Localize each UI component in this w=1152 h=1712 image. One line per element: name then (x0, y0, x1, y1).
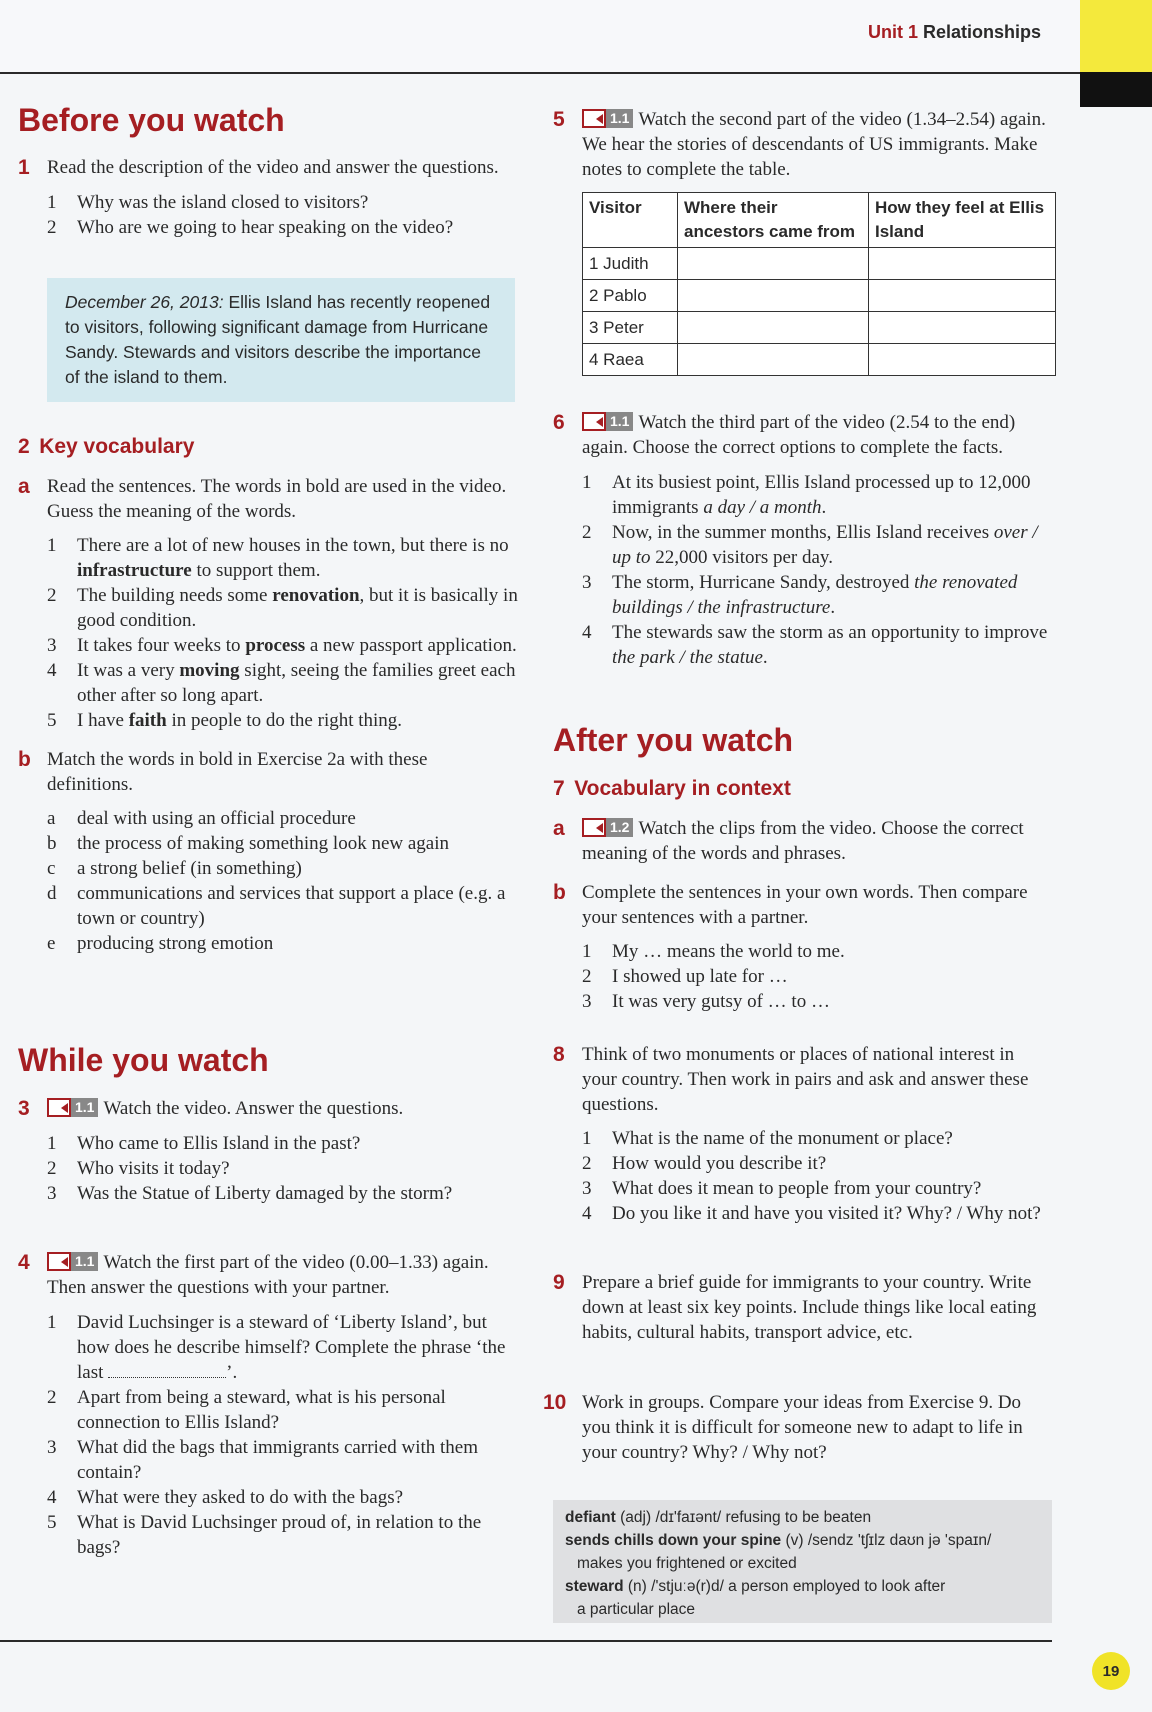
list-item: 2 Who visits it today? (47, 1158, 230, 1179)
table-cell-input[interactable] (869, 248, 1056, 280)
list-item: 4 The stewards saw the storm as an opportunity to improve the park / the statue. (582, 622, 1048, 668)
list-item: 3 What did the bags that immigrants carried with them contain? (47, 1437, 479, 1483)
list-item: e producing strong emotion (47, 933, 274, 954)
exercise-number: 8 (553, 1043, 565, 1066)
exercise-instruction: Prepare a brief guide for immigrants to your country. Write down at least six key points. Include things like local eating habits, cultural habits, transport advice, etc. (582, 1272, 1037, 1343)
exercise-3 (18, 1096, 518, 1206)
list-item: 4 What were they asked to do with the bags? (47, 1487, 404, 1508)
page-number: 19 (1092, 1652, 1130, 1690)
list-item: 2 I showed up late for … (582, 966, 788, 987)
unit-title: Relationships (923, 22, 1042, 42)
unit-header (868, 22, 1041, 43)
option-choice[interactable]: the renovated buildings / the infrastructure (612, 572, 1018, 618)
list-item: 3 It was very gutsy of … to … (582, 991, 830, 1012)
vocabulary-in-context-title: Vocabulary in context (574, 777, 791, 800)
list-item: 1 My … means the world to me. (582, 941, 845, 962)
table-cell-input[interactable] (678, 312, 869, 344)
video-clip-icon: 1.2 (582, 818, 633, 837)
glossary-entry: defiant (adj) /dɪ'faɪənt/ refusing to be beaten (565, 1509, 872, 1526)
list-item: 3 Was the Statue of Liberty damaged by the storm? (47, 1183, 453, 1204)
exercise-2 (18, 434, 518, 956)
part-letter: b (553, 881, 566, 904)
while-you-watch-heading: While you watch (18, 1042, 269, 1078)
table-cell-input[interactable] (869, 344, 1056, 376)
table-cell-input[interactable] (678, 344, 869, 376)
exercise-9 (553, 1270, 1048, 1345)
exercise-instruction: Watch the second part of the video (1.34–2.54) again. We hear the stories of descendants of US immigrants. Make notes to complete the table. (582, 109, 1046, 180)
exercise-number: 10 (543, 1391, 567, 1414)
list-item: 2 Apart from being a steward, what is his personal connection to Ellis Island? (47, 1387, 446, 1433)
list-item: 3 The storm, Hurricane Sandy, destroyed the renovated buildings / the infrastructure. (582, 572, 1018, 618)
part-letter: a (553, 817, 565, 840)
unit-label: Unit 1 (868, 22, 919, 42)
exercise-instruction: Watch the third part of the video (2.54 to the end) again. Choose the correct options to complete the facts. (582, 412, 1016, 458)
list-item: c a strong belief (in something) (47, 858, 302, 879)
list-item: 3 It takes four weeks to process a new passport application. (47, 635, 517, 656)
header-yellow-block (1080, 0, 1152, 72)
exercise-7 (553, 776, 1048, 1014)
exercise-10 (543, 1390, 1048, 1465)
table-cell-input[interactable] (869, 280, 1056, 312)
exercise-number: 2 (18, 435, 30, 458)
table-cell-input[interactable] (678, 280, 869, 312)
video-description-box (47, 278, 515, 402)
exercise-number: 7 (553, 777, 565, 800)
list-item: b the process of making something look new again (47, 833, 450, 854)
glossary-entry: sends chills down your spine (v) /sendz 'tʃɪlz daʊn jə 'spaɪn/ makes you frightened or excited (565, 1532, 992, 1572)
exercise-instruction: Work in groups. Compare your ideas from Exercise 9. Do you think it is difficult for someone new to adapt to life in your country? Why? / Why not? (582, 1392, 1023, 1463)
exercise-4 (18, 1250, 518, 1560)
glossary-entry: steward (n) /'stjuːə(r)d/ a person employed to look after a particular place (565, 1578, 946, 1618)
after-you-watch-heading: After you watch (553, 722, 794, 758)
exercise-instruction: Think of two monuments or places of national interest in your country. Then work in pairs and ask and answer these questions. (582, 1044, 1029, 1115)
list-item: 3 What does it mean to people from your country? (582, 1178, 982, 1199)
answer-blank[interactable] (108, 1377, 226, 1378)
option-choice[interactable]: the park / the statue (612, 647, 763, 668)
option-choice[interactable]: over / up to (612, 522, 1038, 568)
list-item: 1 Why was the island closed to visitors? (47, 192, 369, 213)
exercise-6 (553, 410, 1048, 670)
exercise-number: 6 (553, 411, 565, 434)
exercise-number: 5 (553, 108, 565, 131)
exercise-instruction: Read the description of the video and answer the questions. (47, 157, 499, 178)
list-item: 1 What is the name of the monument or place? (582, 1128, 953, 1149)
list-item: 4 It was a very moving sight, seeing the families greet each other after so long apart. (47, 660, 516, 706)
list-item: 4 Do you like it and have you visited it? Why? / Why not? (582, 1203, 1041, 1224)
exercise-instruction: Watch the first part of the video (0.00–1.33) again. Then answer the questions with your partner. (47, 1252, 489, 1298)
list-item: a deal with using an official procedure (47, 808, 356, 829)
exercise-instruction: Watch the clips from the video. Choose the correct meaning of the words and phrases. (582, 818, 1024, 864)
part-letter: b (18, 748, 31, 771)
list-item: d communications and services that support a place (e.g. a town or country) (47, 883, 506, 929)
list-item: 2 Who are we going to hear speaking on the video? (47, 217, 454, 238)
list-item: 2 How would you describe it? (582, 1153, 827, 1174)
video-clip-icon: 1.1 (582, 109, 633, 128)
footer-rule (0, 1640, 1052, 1642)
exercise-8 (553, 1042, 1048, 1226)
exercise-instruction: Match the words in bold in Exercise 2a with these definitions. (47, 749, 428, 795)
exercise-number: 3 (18, 1097, 30, 1120)
list-item: 1 There are a lot of new houses in the town, but there is no infrastructure to support them. (47, 535, 509, 581)
exercise-instruction: Complete the sentences in your own words. Then compare your sentences with a partner. (582, 882, 1028, 928)
key-vocabulary-title: Key vocabulary (39, 435, 195, 458)
exercise-instruction: Watch the video. Answer the questions. (103, 1098, 404, 1119)
exercise-number: 9 (553, 1271, 565, 1294)
option-choice[interactable]: a day / a month (703, 497, 822, 518)
table-row: 2 Pablo (583, 280, 1056, 312)
column-header: Where their ancestors came from (678, 193, 869, 248)
exercise-instruction: Read the sentences. The words in bold are used in the video. Guess the meaning of the words. (47, 476, 507, 522)
table-row: 3 Peter (583, 312, 1056, 344)
part-letter: a (18, 475, 30, 498)
list-item: 1 David Luchsinger is a steward of ‘Liberty Island’, but how does he describe himself? Complete the phrase ‘the last ’. (47, 1312, 506, 1383)
list-item: 5 I have faith in people to do the right thing. (47, 710, 403, 731)
before-you-watch-heading: Before you watch (18, 102, 285, 138)
exercise-5 (553, 107, 1048, 376)
table-cell-input[interactable] (678, 248, 869, 280)
video-clip-icon: 1.1 (47, 1098, 98, 1117)
list-item: 5 What is David Luchsinger proud of, in relation to the bags? (47, 1512, 482, 1558)
video-clip-icon: 1.1 (582, 412, 633, 431)
exercise-number: 1 (18, 156, 30, 179)
list-item: 2 The building needs some renovation, but it is basically in good condition. (47, 585, 518, 631)
table-header-row (583, 193, 1056, 248)
column-header: Visitor (583, 193, 678, 248)
description-date: December 26, 2013: (65, 292, 224, 312)
video-clip-icon: 1.1 (47, 1252, 98, 1271)
header-rule (0, 72, 1080, 74)
list-item: 2 Now, in the summer months, Ellis Island receives over / up to 22,000 visitors per day. (582, 522, 1038, 568)
glossary-box (553, 1500, 1052, 1623)
table-cell-input[interactable] (869, 312, 1056, 344)
header-black-tab (1080, 72, 1152, 107)
list-item: 1 Who came to Ellis Island in the past? (47, 1133, 361, 1154)
column-header: How they feel at Ellis Island (869, 193, 1056, 248)
exercise-number: 4 (18, 1251, 30, 1274)
exercise-1 (18, 155, 518, 240)
visitor-table (582, 192, 1056, 376)
table-row: 1 Judith (583, 248, 1056, 280)
list-item: 1 At its busiest point, Ellis Island processed up to 12,000 immigrants a day / a month. (582, 472, 1031, 518)
description-text: Ellis Island has recently reopened to visitors, following significant damage from Hurricane Sandy. Stewards and visitors describe the importance of the island to them. (65, 292, 491, 387)
table-row: 4 Raea (583, 344, 1056, 376)
